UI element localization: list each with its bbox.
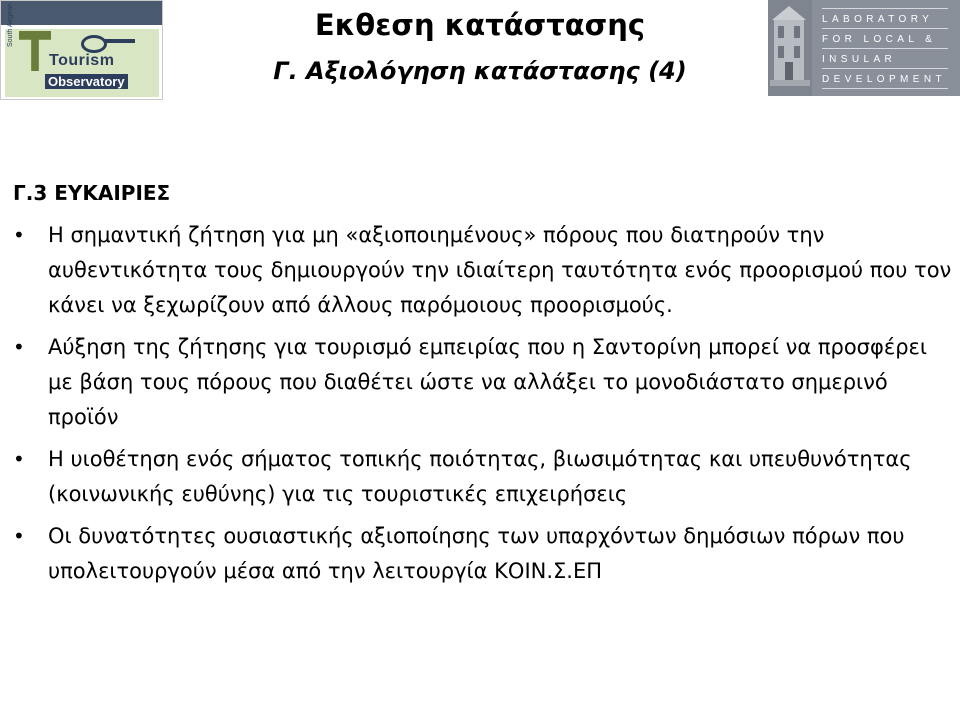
laboratory-logo xyxy=(768,0,960,96)
list-item-text: Η υιοθέτηση ενός σήματος τοπικής ποιότητας, βιωσιμότητας και υπευθυνότητας (κοινωνικής ευθύνης) για τις τουριστικές επιχειρήσεις xyxy=(48,447,912,506)
bullet-icon: • xyxy=(13,447,25,471)
list-item-text: Η σημαντική ζήτηση για μη «αξιοποιημένους» πόρους που διατηρούν την αυθεντικότητα τους δημιουργούν την ιδιαίτερη ταυτότητα ενός προορισμού που τον κάνει να ξεχωρίζουν από άλλους παρόμοιους προορισμούς. xyxy=(48,223,952,317)
list-item-text: Οι δυνατότητες ουσιαστικής αξιοποίησης των υπαρχόντων δημόσιων πόρων που υπολειτουργούν μέσα από την λειτουργία ΚΟΙΝ.Σ.ΕΠ xyxy=(48,524,905,583)
magnifying-glass-icon xyxy=(81,35,107,53)
slide-content xyxy=(13,178,953,596)
laboratory-line: DEVELOPMENT xyxy=(822,74,946,85)
building-emblem-icon xyxy=(768,0,812,96)
list-item xyxy=(13,442,953,512)
laboratory-line: INSULAR xyxy=(822,54,897,65)
logo-top-strip xyxy=(1,1,163,25)
laboratory-line: FOR LOCAL & xyxy=(822,34,937,45)
section-heading: Γ.3 ΕΥΚΑΙΡΙΕΣ xyxy=(13,181,171,205)
laboratory-line: LABORATORY xyxy=(822,14,934,25)
logo-divider xyxy=(822,8,948,9)
list-item xyxy=(13,218,953,323)
tourism-observatory-logo xyxy=(0,0,163,100)
bullet-icon: • xyxy=(13,223,25,247)
bullet-icon: • xyxy=(13,524,25,548)
page-title: Εκθεση κατάστασης xyxy=(314,8,646,42)
list-item xyxy=(13,519,953,589)
laboratory-name xyxy=(822,10,946,90)
list-item xyxy=(13,330,953,435)
page-subtitle: Γ. Αξιολόγηση κατάστασης (4) xyxy=(273,57,687,85)
logo-word-observatory: Observatory xyxy=(45,74,128,89)
bullet-list xyxy=(13,218,953,589)
list-item-text: Αύξηση της ζήτησης για τουρισμό εμπειρίας που η Σαντορίνη μπορεί να προσφέρει με βάση τους πόρους που διαθέτει ώστε να αλλάξει το μονοδιάστατο σημερινό προϊόν xyxy=(48,335,927,429)
magnifying-glass-handle xyxy=(105,39,135,43)
logo-word-tourism: Tourism xyxy=(49,52,115,69)
bullet-icon: • xyxy=(13,335,25,359)
logo-vertical-tagline: South Aegean xyxy=(7,3,14,47)
